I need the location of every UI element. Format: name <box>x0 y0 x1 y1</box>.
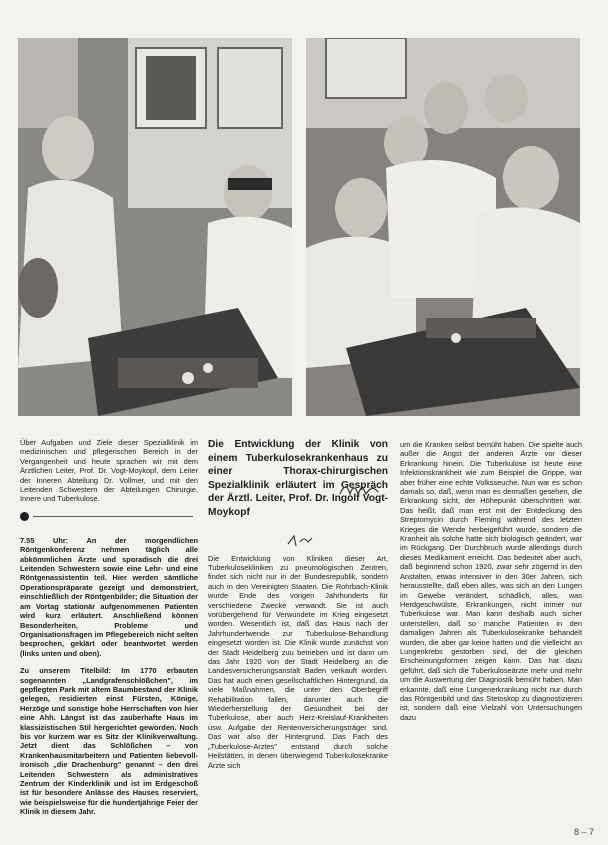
page-number: 8 – 7 <box>573 827 594 837</box>
column-middle <box>208 438 388 778</box>
photo-conference-right <box>306 38 580 416</box>
caption-cover-image: Zu unserem Titelbild: Im 1770 erbauten sogenannten „Landgrafenschlößchen", im gepflegten Park mit altem Baumbestand der Klinik gelegen, residierten einst Fürsten, Könige, Herzöge und sonstige hohe Herrschaften von hier eine Ahh. Längst ist das zauberhafte Haus im klassizistischen Stil hergerichtet geworden. Noch bis vor kurzem war es Sitz der Klinikverwaltung. Jetzt dient das Schlößchen – von Krankenhausmitarbeitern und Patienten liebevoll-ironisch „die Drachenburg" genannt – den drei Leitenden Schwestern als administratives Zentrum der Kinderklinik und ist im Erdgeschoß ist für besondere Anlässe des Hauses reserviert, wie beispielsweise für die hundertjährige Feier der Klinik in diesem Jahr. <box>20 666 198 817</box>
photo-left-illustration <box>18 38 292 416</box>
photo-conference-left <box>18 38 292 416</box>
intro-paragraph: Über Aufgaben und Ziele dieser Spezialklinik im medizinischen und pflegerischen Bereich in der Vergangenheit und heute sprachen wir mit dem Ärztlichen Leiter, Prof. Dr. Vogt-Moykopf, dem Leiter der Inneren Abteilung Dr. Vollmer, und mit den Leitenden Schwestern der Abteilungen Chirurgie, Innere und Tuberkulose. <box>20 438 198 504</box>
separator-line <box>33 516 193 517</box>
caption-conference: 7.55 Uhr: An der morgendlichen Röntgenkonferenz nehmen täglich alle abkömmlichen Ärzte und sporadisch die drei Leitenden Schwestern sowie eine Lehr- und eine Röntgenassistentin teil. Hier werden sämtliche Operationspräparate gezeigt und demonstriert, einschließlich der Röntgenbilder; die Situation der am Vortag stationär aufgenommenen Patienten wird kurz erläutert. Anschließend können Besonderheiten, Probleme und Organisationsfragen im Pflegebereich nicht selten besprochen, geklärt oder beantwortet werden (links unten und oben). <box>20 535 198 658</box>
article-body-part1: Die Entwicklung von Kliniken dieser Art, Tuberkulosekliniken zu pneumologischen Zentren, findet sich nicht nur in der Bundesrepublik, sondern auch in den Vereinigten Staaten. Die Rohrbach-Klinik wurde Ende des vorigen Jahrhunderts für verschiedene Zwecke verwandt. Sie ist auch vorübergehend für Verwundete im Krieg eingesetzt worden. Wesentlich ist, daß das Haus nach der Jahrhundertwende zur Tuberkulose-Behandlung eingesetzt worden ist. Die Klinik wurde zunächst von der Stadt Heidelberg zuu betrieben und ist dann um das Jahr 1920 von der Stadt Heidelberg an die Landesversicherungsanstalt Baden verkauft worden. Das hat auch einen gesellschaftlichen Hintergrund, da viele Maßnahmen, die unter den Oberbegriff Rehabilitation fallen, darunter auch die Wiederherstellung der Gesundheit bei der Tuberkulose, aber auch Herz-Kreislauf-Krankheiten usw. Aufgabe der Rentenversicherungsträger sind. Das war also der Hintergrund. Das Fach des „Tuberkulose-Arztes" entstand durch solche Heilstätten, in denen überwiegend Tuberkulosekranke Ärzte sich <box>208 553 388 770</box>
column-right <box>400 440 582 730</box>
article-body-part2: um die Kranken selbst bemüht haben. Die spielte auch außer die Angst der anderen Ärzte vor dieser Erkrankung hinein. Die Tuberkulose ist heute eine Infektionskrankheit wie zum Beispiel die Grippe, war aber früher eine echte Volksseuche. Nun war es schon damals so, daß, wenn man es dermaßen gesehen, die Erkrankung sicht, der Höhepunkt überschritten war. Das heißt, daß man erst mit der Entdeckung des Streptomycin durch Fleming während des letzten Krieges die Wende herbeigeführt wurde, sondern die Kranheit als solche hatte sich biologisch geändert, war im Rückgang. Der Durchbruch wurde allerdings durch dieses Medikament erreicht. Das bedeutet aber auch, daß beginnend schon 1920, zwar sehr zögernd in den Anstalten, etwas intensiver in den 30er Jahren, sich herausstellte, daß eben alles, was sich an den Lungen im Gewebe verändert, schädlich, alles, was Herdgeschwülste, Erkrankungen, nicht immer nur Tuberkulose war. Man kann deshalb auch sicher unterstellen, daß so manche Patienten in den damaligen Jahren als Tuberkulosekranke behandelt wurden, die aber gar keine hatten und die vielleicht an Lungenkrebs gestorben sind, der die gleichen Erscheinungsformen zeigen kann. Das hat dazu geführt, daß sich die Tuberkuloseärzte mehr und mehr um die Auswertung der Diagnostik bemüht haben. Man erkannte, daß eine Lungenerkrankung nicht nur durch das Röntgenbild und das Stetoskop zu diagnostizieren ist, sondern daß eine Vielzahl von Untersuchungen dazu <box>400 440 582 722</box>
photo-right-illustration <box>306 38 580 416</box>
section-separator <box>20 512 198 522</box>
column-left <box>20 438 198 825</box>
article-headline: Die Entwicklung der Klinik von einem Tuberkulosekrankenhaus zu einer Thorax-chirurgischen Spezialklinik erläutert im Gespräch der Ärztl. Leiter, Prof. Dr. Ingolf Vogt-Moykopf <box>208 439 388 518</box>
handwritten-initials-mark <box>286 534 316 548</box>
handwritten-signature-mark <box>338 478 380 500</box>
bullet-dot-icon <box>20 512 29 521</box>
